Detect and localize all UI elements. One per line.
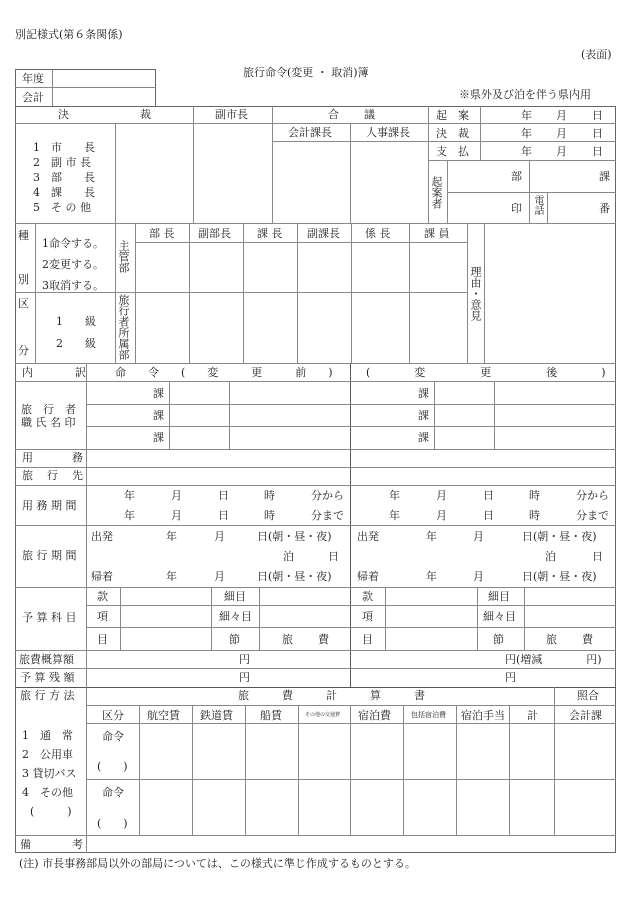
form-label: 年: [124, 489, 135, 502]
form-label: 月: [171, 509, 182, 522]
role-kacho: 課 長: [257, 227, 283, 240]
form-label: 円: [505, 671, 516, 684]
kessai-heading: 決: [58, 108, 69, 121]
method-normal: 1 通 常: [22, 729, 73, 742]
destination-before-field[interactable]: [87, 468, 349, 484]
form-label: ( ): [97, 817, 128, 830]
form-label: 日(朝・昼・夜): [257, 570, 332, 583]
form-label: 日: [592, 550, 603, 563]
table-rule: [297, 223, 298, 363]
form-label: 課: [418, 431, 429, 444]
form-label: 細目: [224, 590, 246, 603]
balance-before-field[interactable]: [87, 669, 349, 686]
form-label: 費: [318, 633, 329, 646]
table-rule: [15, 587, 616, 588]
budget-label: 予 算 科 目: [22, 611, 77, 624]
balance-after-field[interactable]: [351, 669, 615, 686]
form-label: 円: [239, 653, 250, 666]
account-label: 会計: [22, 91, 44, 104]
travel-method-label: 旅 行 方 法: [20, 689, 75, 702]
payment-date-label: 支 払: [436, 145, 469, 158]
form-label: 時: [529, 509, 540, 522]
table-rule: [15, 687, 616, 688]
form-label: 時: [529, 489, 540, 502]
hr-chief-heading: 人事課長: [366, 126, 410, 139]
role-fukukacho: 副課長: [307, 227, 340, 240]
form-label: 円(増減 円): [505, 653, 602, 666]
form-label: 細々目: [483, 610, 516, 623]
col-shipfare: 船賃: [260, 709, 282, 722]
form-label: 泊: [545, 550, 556, 563]
expense-calc-heading: 旅 費 計 算 書: [238, 689, 425, 702]
table-rule: [15, 363, 616, 364]
role-fukubucho: 副部長: [198, 227, 231, 240]
payment-date-field[interactable]: [481, 142, 615, 159]
table-rule: [115, 223, 116, 363]
before-change-heading: 命 令 ( 変 更 前 ): [115, 366, 333, 379]
table-rule: [135, 223, 136, 363]
form-label: 日: [592, 109, 603, 122]
form-label: 行: [47, 469, 58, 482]
table-rule: [351, 223, 352, 363]
destination-after-field[interactable]: [351, 468, 615, 484]
hr-chief-stamp-field[interactable]: [351, 142, 427, 222]
form-label: 泊: [283, 550, 294, 563]
form-label: 考: [72, 838, 83, 851]
tel-label: 電話: [532, 195, 543, 215]
purpose-before-field[interactable]: [87, 450, 349, 466]
method-other-detail: ( ): [30, 805, 72, 818]
year-label: 年度: [22, 72, 44, 85]
travel-period-after-field[interactable]: [351, 526, 615, 586]
class-label: 区: [18, 297, 29, 310]
form-label: 日(朝・昼・夜): [257, 530, 332, 543]
form-label: 年: [166, 570, 177, 583]
estimate-label: 旅費概算額: [19, 653, 74, 666]
kind-options[interactable]: [42, 233, 104, 296]
main-dept-label: 主管部: [117, 240, 130, 273]
form-label: 細目: [488, 590, 510, 603]
drafter-name-field[interactable]: [448, 193, 508, 222]
form-label: 旅: [546, 633, 557, 646]
form-label: 日: [328, 550, 339, 563]
col-airfare: 航空賃: [147, 709, 180, 722]
form-label: 月: [556, 127, 567, 140]
form-label: 時: [264, 489, 275, 502]
kind-label: 種: [18, 229, 29, 242]
form-label: 月: [473, 570, 484, 583]
table-rule: [467, 223, 468, 363]
year-field[interactable]: [54, 70, 154, 86]
form-label: 月: [436, 489, 447, 502]
estimate-before-field[interactable]: [87, 651, 349, 667]
form-reference: 別記様式(第６条関係): [15, 28, 123, 41]
reason-label: 理由・意見: [469, 266, 482, 321]
accounting-chief-stamp-field[interactable]: [273, 142, 349, 222]
form-label: 課: [599, 170, 610, 183]
verify-heading: 照合: [577, 689, 599, 702]
usage-note: ※県外及び泊を伴う県内用: [459, 88, 591, 101]
vice-mayor-heading: 副市長: [215, 108, 248, 121]
role-kakaricho: 係 長: [365, 227, 391, 240]
drafter-dept-field[interactable]: [448, 161, 508, 191]
table-rule: [52, 69, 53, 107]
table-rule: [259, 587, 260, 650]
balance-label: 予 算 残 額: [20, 671, 75, 684]
col-category: 区分: [102, 709, 124, 722]
form-label: 年: [426, 570, 437, 583]
kessai-heading-2: 裁: [140, 108, 151, 121]
drafter-tel-field[interactable]: [548, 193, 596, 222]
form-label: 月: [214, 570, 225, 583]
table-rule: [434, 381, 435, 449]
table-rule: [428, 106, 429, 223]
traveler-1-title-field[interactable]: [170, 382, 228, 403]
form-label: ( ): [97, 760, 128, 773]
form-label: 命令: [102, 786, 124, 799]
form-title: 旅行命令(変更 ・ 取消)簿: [243, 66, 369, 79]
form-label: 月: [473, 530, 484, 543]
decision-date-label: 決 裁: [436, 127, 469, 140]
class-option-1: 1 級: [56, 315, 96, 328]
form-label: 旅: [22, 469, 33, 482]
form-label: 命令: [102, 730, 124, 743]
role-bucho: 部 長: [149, 227, 175, 240]
form-label: 帰着: [357, 570, 379, 583]
table-rule: [35, 223, 36, 363]
table-rule: [350, 705, 351, 835]
form-label: 月: [436, 509, 447, 522]
form-label: 項: [362, 610, 373, 623]
col-lodging: 宿泊費: [358, 709, 391, 722]
form-label: 年: [389, 489, 400, 502]
form-label: 月: [556, 145, 567, 158]
table-rule: [409, 223, 410, 363]
estimate-after-field[interactable]: [351, 651, 615, 667]
purpose-after-field[interactable]: [351, 450, 615, 466]
col-total: 計: [527, 709, 538, 722]
side-label: (表面): [581, 48, 612, 61]
remarks-field[interactable]: [87, 836, 615, 852]
form-label: 出発: [357, 530, 379, 543]
budget-moku-before-field[interactable]: [121, 628, 210, 649]
decision-date-field[interactable]: [481, 124, 615, 140]
table-rule: [189, 223, 190, 363]
travel-period-before-field[interactable]: [87, 526, 349, 586]
form-label: 部: [511, 170, 522, 183]
table-rule: [86, 705, 616, 706]
travel-method-options[interactable]: [22, 726, 77, 821]
col-other-transport: その他の交通費: [305, 712, 341, 718]
form-label: 年: [521, 109, 532, 122]
form-label: 月: [214, 530, 225, 543]
kind-option-cancel: 3取消する。: [42, 279, 104, 292]
accounting-chief-heading: 会計課長: [288, 126, 332, 139]
form-label: 節: [229, 633, 240, 646]
form-label: 細々目: [219, 610, 252, 623]
table-rule: [245, 705, 246, 835]
table-rule: [477, 587, 478, 650]
method-charter-bus: 3 貸切バス: [22, 767, 77, 780]
form-label: 印: [511, 202, 522, 215]
form-label: 目: [97, 633, 108, 646]
form-label: 内: [22, 366, 33, 379]
form-label: 時: [264, 509, 275, 522]
after-change-heading: ( 変 更 後 ): [366, 366, 606, 379]
form-label: 出発: [91, 530, 113, 543]
table-rule: [456, 705, 457, 835]
form-label: 円: [239, 671, 250, 684]
form-label: 分から: [576, 489, 609, 502]
table-rule: [86, 426, 616, 427]
duty-period-after-field[interactable]: [351, 486, 615, 524]
form-label: 款: [97, 590, 108, 603]
form-label: 日: [592, 145, 603, 158]
form-label: 年: [521, 145, 532, 158]
budget-kan-before-field[interactable]: [121, 588, 210, 604]
form-label: 備: [20, 838, 31, 851]
kind-option-order: 1命令する。: [42, 237, 104, 250]
form-label: 訳: [75, 366, 86, 379]
gougi-heading-2: 議: [364, 108, 375, 121]
gougi-heading: 合: [328, 108, 339, 121]
airfare-change-field[interactable]: [140, 780, 191, 834]
form-label: 先: [72, 469, 83, 482]
form-label: 別: [18, 273, 29, 286]
table-rule: [509, 705, 510, 835]
form-label: 年: [124, 509, 135, 522]
form-label: 項: [97, 610, 108, 623]
draft-date-label: 起 案: [436, 109, 469, 122]
form-label: 務: [72, 451, 83, 464]
form-label: 分から: [311, 489, 344, 502]
budget-kan-after-field[interactable]: [386, 588, 476, 604]
duty-period-before-field[interactable]: [87, 486, 349, 524]
form-label: 日: [218, 489, 229, 502]
class-options[interactable]: [56, 311, 96, 355]
method-official-car: 2 公用車: [22, 748, 73, 761]
table-rule: [211, 587, 212, 650]
form-label: 旅: [282, 633, 293, 646]
class-option-2: 2 級: [56, 337, 96, 350]
form-label: 費: [582, 633, 593, 646]
table-rule: [86, 404, 616, 405]
form-label: 分まで: [311, 509, 344, 522]
form-label: 分: [18, 344, 29, 357]
table-rule: [298, 705, 299, 835]
form-label: 日: [483, 489, 494, 502]
form-label: 日(朝・昼・夜): [522, 570, 597, 583]
account-field[interactable]: [54, 88, 154, 106]
role-kain: 課 員: [424, 227, 450, 240]
form-label: 年: [389, 509, 400, 522]
duty-period-label: 用 務 期 間: [22, 499, 77, 512]
drafter-section-field[interactable]: [530, 161, 596, 191]
traveler-1-name-field[interactable]: [230, 382, 349, 403]
table-rule: [524, 587, 525, 650]
form-label: 課: [153, 431, 164, 444]
reason-field[interactable]: [485, 224, 615, 362]
col-lodging-allowance: 宿泊手当: [461, 709, 505, 722]
form-label: 番: [599, 202, 610, 215]
form-label: 月: [171, 489, 182, 502]
table-rule: [494, 381, 495, 449]
authority-list: 1 市 長 2 副 市 長 3 部 長 4 課 長 5 そ の 他: [33, 141, 95, 214]
form-label: 用: [22, 451, 33, 464]
kind-option-change: 2変更する。: [42, 258, 104, 271]
form-label: 節: [493, 633, 504, 646]
vice-mayor-stamp-field[interactable]: [194, 124, 271, 222]
col-package-lodging: 包括宿泊費: [411, 711, 446, 719]
table-rule: [554, 687, 555, 835]
form-label: 年: [521, 127, 532, 140]
form-label: 年: [426, 530, 437, 543]
form-label: 日: [218, 509, 229, 522]
col-railfare: 鉄道賃: [200, 709, 233, 722]
form-label: 課: [418, 387, 429, 400]
traveler-label: 旅 行 者 職 氏 名 印: [21, 403, 76, 429]
form-label: 課: [418, 409, 429, 422]
form-label: 日(朝・昼・夜): [522, 530, 597, 543]
form-label: 年: [166, 530, 177, 543]
form-label: 日: [592, 127, 603, 140]
table-rule: [403, 705, 404, 835]
form-label: 日: [483, 509, 494, 522]
travel-period-label: 旅 行 期 間: [22, 549, 77, 562]
form-label: 目: [362, 633, 373, 646]
traveler-dept-label: 旅行者所属部: [117, 294, 130, 360]
drafter-label: 起案者: [430, 176, 443, 209]
form-label: 課: [153, 409, 164, 422]
method-other: 4 その他: [22, 786, 73, 799]
form-label: 月: [556, 109, 567, 122]
form-label: 款: [362, 590, 373, 603]
table-rule: [135, 242, 467, 243]
form-label: 課: [153, 387, 164, 400]
col-accounting: 会計課: [569, 709, 602, 722]
table-rule: [243, 223, 244, 363]
airfare-order-field[interactable]: [140, 724, 191, 778]
draft-date-field[interactable]: [481, 107, 615, 122]
railfare-order-field[interactable]: [193, 724, 244, 778]
form-label: 帰着: [91, 570, 113, 583]
budget-kou-before-field[interactable]: [121, 606, 210, 626]
table-rule: [86, 687, 87, 835]
kessai-stamp-field[interactable]: [116, 124, 192, 222]
footnote: (注) 市長事務部局以外の部局については、この様式に準じ作成するものとする。: [19, 857, 416, 870]
form-label: 分まで: [576, 509, 609, 522]
